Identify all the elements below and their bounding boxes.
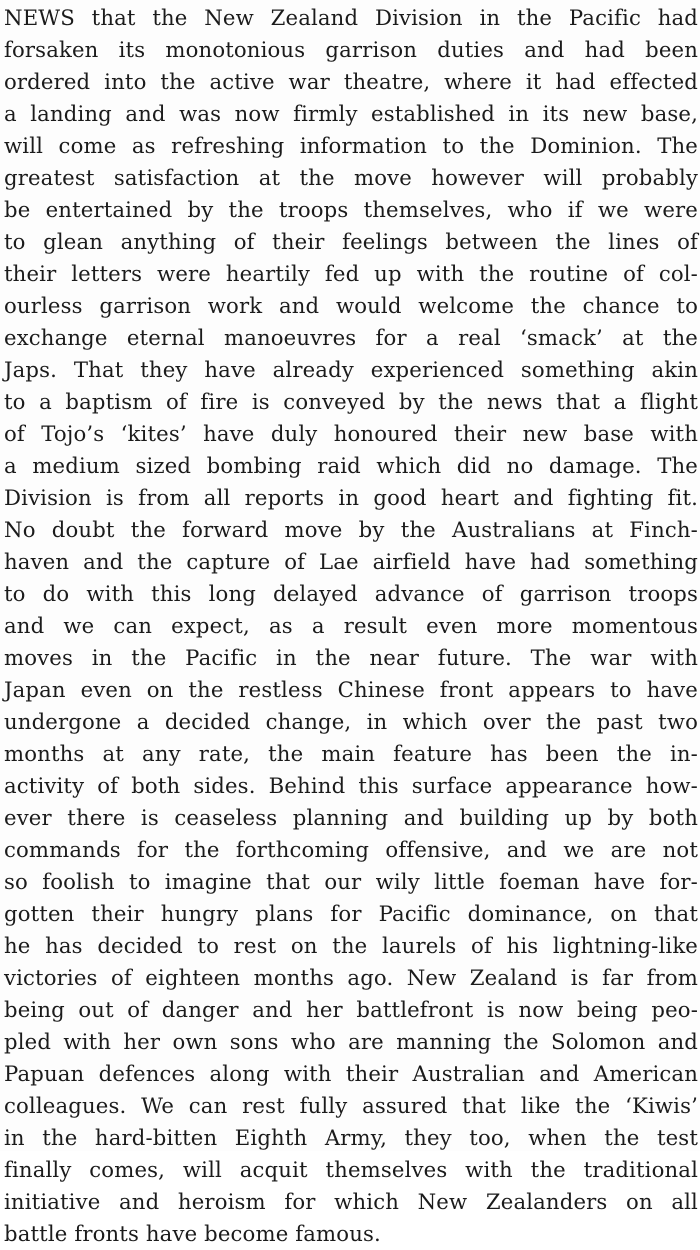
article-line: so foolish to imagine that our wily little foeman have for- — [4, 869, 698, 894]
article-line: to do with this long delayed advance of garrison troops — [4, 581, 698, 606]
article-line: No doubt the forward move by the Australians at Finch- — [4, 517, 698, 542]
article-line: in the hard-bitten Eighth Army, they too, when the test — [4, 1125, 698, 1150]
article-line: ordered into the active war theatre, where it had effected — [4, 69, 698, 94]
article-line: Japan even on the restless Chinese front appears to have — [4, 677, 698, 702]
article-line: pled with her own sons who are manning the Solomon and — [4, 1029, 698, 1054]
article-line: activity of both sides. Behind this surface appearance how- — [4, 773, 698, 798]
article-line: be entertained by the troops themselves, who if we were — [4, 197, 698, 222]
article-line: Papuan defences along with their Australian and American — [4, 1061, 698, 1086]
article-line: initiative and heroism for which New Zealanders on all — [4, 1189, 698, 1214]
article-line: Japs. That they have already experienced something akin — [4, 357, 698, 382]
article-line: undergone a decided change, in which over the past two — [4, 709, 698, 734]
article-line: Division is from all reports in good heart and fighting fit. — [4, 485, 698, 510]
article-line: of Tojo’s ‘kites’ have duly honoured their new base with — [4, 421, 698, 446]
editorial-article — [4, 2, 698, 1250]
article-line: he has decided to rest on the laurels of his lightning-like — [4, 933, 698, 958]
article-line: to glean anything of their feelings between the lines of — [4, 229, 698, 254]
article-line: to a baptism of fire is conveyed by the news that a flight — [4, 389, 698, 414]
article-line: NEWS that the New Zealand Division in the Pacific had — [4, 5, 698, 30]
article-line: ourless garrison work and would welcome the chance to — [4, 293, 698, 318]
article-line: being out of danger and her battlefront is now being peo- — [4, 997, 698, 1022]
article-line: exchange eternal manoeuvres for a real ‘smack’ at the — [4, 325, 698, 350]
article-line: will come as refreshing information to the Dominion. The — [4, 133, 698, 158]
article-line: forsaken its monotonious garrison duties and had been — [4, 37, 698, 62]
article-line: haven and the capture of Lae airfield have had something — [4, 549, 698, 574]
article-line: their letters were heartily fed up with the routine of col- — [4, 261, 698, 286]
article-line: a landing and was now firmly established in its new base, — [4, 101, 698, 126]
article-line: a medium sized bombing raid which did no damage. The — [4, 453, 698, 478]
article-line: battle fronts have become famous. — [4, 1221, 381, 1246]
article-line: ever there is ceaseless planning and building up by both — [4, 805, 698, 830]
article-line: finally comes, will acquit themselves with the traditional — [4, 1157, 698, 1182]
article-line: gotten their hungry plans for Pacific dominance, on that — [4, 901, 698, 926]
article-line: victories of eighteen months ago. New Zealand is far from — [4, 965, 698, 990]
article-line: and we can expect, as a result even more momentous — [4, 613, 698, 638]
article-line: months at any rate, the main feature has been the in- — [4, 741, 698, 766]
article-line: colleagues. We can rest fully assured that like the ‘Kiwis’ — [4, 1093, 698, 1118]
article-line: greatest satisfaction at the move however will probably — [4, 165, 698, 190]
article-line: moves in the Pacific in the near future. The war with — [4, 645, 698, 670]
article-line: commands for the forthcoming offensive, and we are not — [4, 837, 698, 862]
